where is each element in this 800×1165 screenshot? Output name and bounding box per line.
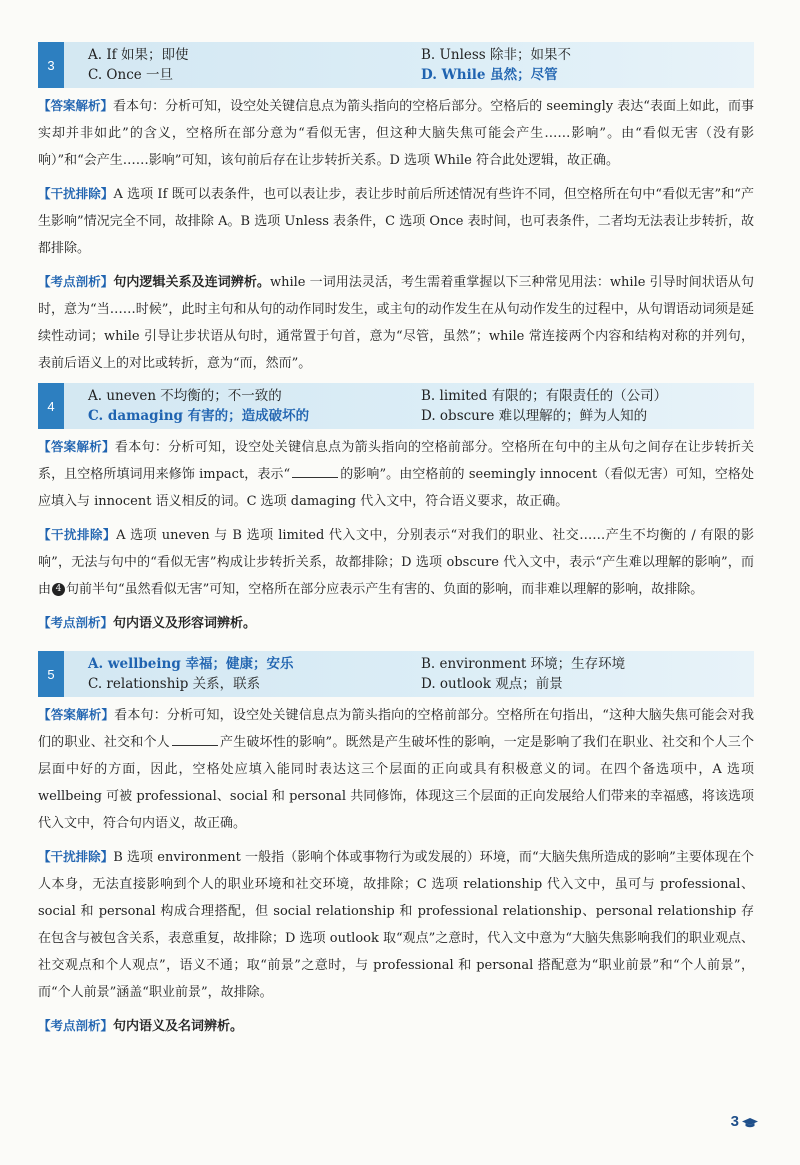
point-label: 【考点剖析】: [38, 274, 114, 289]
analysis-text: 看本句：分析可知，设空处关键信息点为箭头指向的空格后部分。空格后的 seemingly 表达“表面上如此，而事实却并非如此”的含义，空格所在部分意为“看似无害，但这种大脑失焦可能会产生……影响”。由“看似无害（没有影响）”和“会产生……影响”可知，该句前后存在让步转折关系。D 选项 While 符合此处逻辑，故正确。: [38, 99, 754, 168]
answer-analysis: [38, 433, 754, 515]
analysis-label: 【答案解析】: [38, 98, 114, 113]
option-b: B. limited 有限的；有限责任的（公司）: [421, 388, 668, 404]
distractor-text-cont: 句前半句“虽然看似无害”可知，空格所在部分应表示产生有害的、负面的影响，而非难以理解的影响，故排除。: [66, 582, 704, 597]
analysis-text: 看本句：分析可知，设空处关键信息点为箭头指向的空格前部分。空格所在句中的主从句之间存在让步转折关系，且空格所填词用来修饰 impact，表示“: [38, 440, 754, 482]
analysis-label: 【答案解析】: [38, 707, 115, 722]
distractor-elimination: [38, 521, 754, 603]
answer-analysis: [38, 701, 754, 837]
analysis-label: 【答案解析】: [38, 439, 115, 454]
point-label: 【考点剖析】: [38, 1018, 114, 1033]
distractor-elimination: [38, 843, 754, 1006]
question-5-options: [38, 651, 754, 697]
page-number-text: 3: [730, 1113, 739, 1130]
analysis-text-cont: 产生破坏性的影响”。既然是产生破坏性的影响，一定是影响了我们在职业、社交和个人三个层面中好的方面，因此，空格处应填入能同时表达这三个层面的正向或具有积极意义的词。在四个备选项中，A 选项 wellbeing 可被 professional、social 和 personal 共同修饰，体现这三个层面的正向发展给人们带来的幸福感，将该选项代入文中，符合句内语义，故正确。: [38, 735, 754, 831]
question-number: 4: [38, 383, 64, 429]
option-a: A. uneven 不均衡的；不一致的: [88, 388, 282, 404]
question-number: 5: [38, 651, 64, 697]
option-c: C. relationship 关系，联系: [88, 676, 261, 692]
answer-blank: [172, 731, 218, 746]
question-number: 3: [38, 42, 64, 88]
question-3-options: [38, 42, 754, 88]
page-number: [731, 1113, 758, 1130]
exam-point: [38, 268, 754, 377]
graduation-cap-icon: [742, 1116, 758, 1128]
distractor-text: A 选项 uneven 与 B 选项 limited 代入文中，分别表示“对我们的职业、社交……产生不均衡的 / 有限的影响”，无法与句中的“看似无害”构成让步转折关系，故都排除；D 选项 obscure 代入文中，表示“产生难以理解的影响”，而由: [38, 528, 754, 597]
answer-analysis: [38, 92, 754, 174]
exam-point: [38, 1012, 754, 1040]
distractor-label: 【干扰排除】: [38, 186, 114, 201]
analysis-text-cont: 的影响”。由空格前的 seemingly innocent（看似无害）可知，空格处应填入与 innocent 语义相反的词。C 选项 damaging 代入文中，符合语义要求，故正确。: [38, 467, 754, 509]
option-d-correct: D. While 虽然；尽管: [421, 67, 558, 83]
distractor-label: 【干扰排除】: [38, 849, 114, 864]
point-title: 句内语义及形容词辨析。: [113, 616, 257, 631]
distractor-text: B 选项 environment 一般指（影响个体或事物行为或发展的）环境，而“大脑失焦所造成的影响”主要体现在个人本身，无法直接影响到个人的职业环境和社交环境，故排除；C 选项 relationship 代入文中，虽可与 professional、social 和 personal 构成合理搭配，但 social relationship 和 professional relationship、personal relationship 存在包含与被包含关系，表意重复，故排除；D 选项 outlook 取“观点”之意时，代入文中意为“大脑失焦影响我们的职业观点、社交观点和个人观点”，语义不通；取“前景”之意时，与 professional 和 personal 搭配意为“职业前景”和“个人前景”，而“个人前景”涵盖“职业前景”，故排除。: [38, 850, 754, 1000]
option-b: B. Unless 除非；如果不: [421, 47, 572, 63]
exam-point: [38, 609, 754, 637]
question-4-options: [38, 383, 754, 429]
answer-blank: [292, 463, 338, 478]
option-d: D. outlook 观点；前景: [421, 676, 563, 692]
option-b: B. environment 环境；生存环境: [421, 656, 626, 672]
distractor-elimination: [38, 180, 754, 262]
page-content: [38, 42, 754, 1046]
option-c-correct: C. damaging 有害的；造成破坏的: [88, 408, 310, 424]
option-a: A. If 如果；即使: [88, 47, 189, 63]
point-title: 句内语义及名词辨析。: [113, 1019, 244, 1034]
point-label: 【考点剖析】: [38, 615, 114, 630]
circled-number-marker: 4: [52, 583, 65, 596]
analysis-text: 看本句：分析可知，设空处关键信息点为箭头指向的空格前部分。空格所在句指出，“这种大脑失焦可能会对我们的职业、社交和个人: [38, 708, 754, 750]
option-a-correct: A. wellbeing 幸福；健康；安乐: [88, 656, 294, 672]
point-text: while 一词用法灵活，考生需着重掌握以下三种常见用法：while 引导时间状语从句时，意为“当……时候”，此时主句和从句的动作同时发生，或主句的动作发生在从句动作发生的过程中，从句谓语动词须是延续性动词；while 引导让步状语从句时，通常置于句首，意为“尽管，虽然”；while 常连接两个内容和结构对称的并列句，表前后语义上的对比或转折，意为“而，然而”。: [38, 275, 754, 371]
distractor-label: 【干扰排除】: [38, 527, 117, 542]
option-d: D. obscure 难以理解的；鲜为人知的: [421, 408, 648, 424]
option-c: C. Once 一旦: [88, 67, 174, 83]
point-title: 句内逻辑关系及连词辨析。: [113, 275, 270, 290]
distractor-text: A 选项 If 既可以表条件，也可以表让步，表让步时前后所述情况有些许不同，但空格所在句中“看似无害”和“产生影响”情况完全不同，故排除 A。B 选项 Unless 表条件，C 选项 Once 表时间，也可表条件，二者均无法表让步转折，故都排除。: [38, 187, 754, 256]
